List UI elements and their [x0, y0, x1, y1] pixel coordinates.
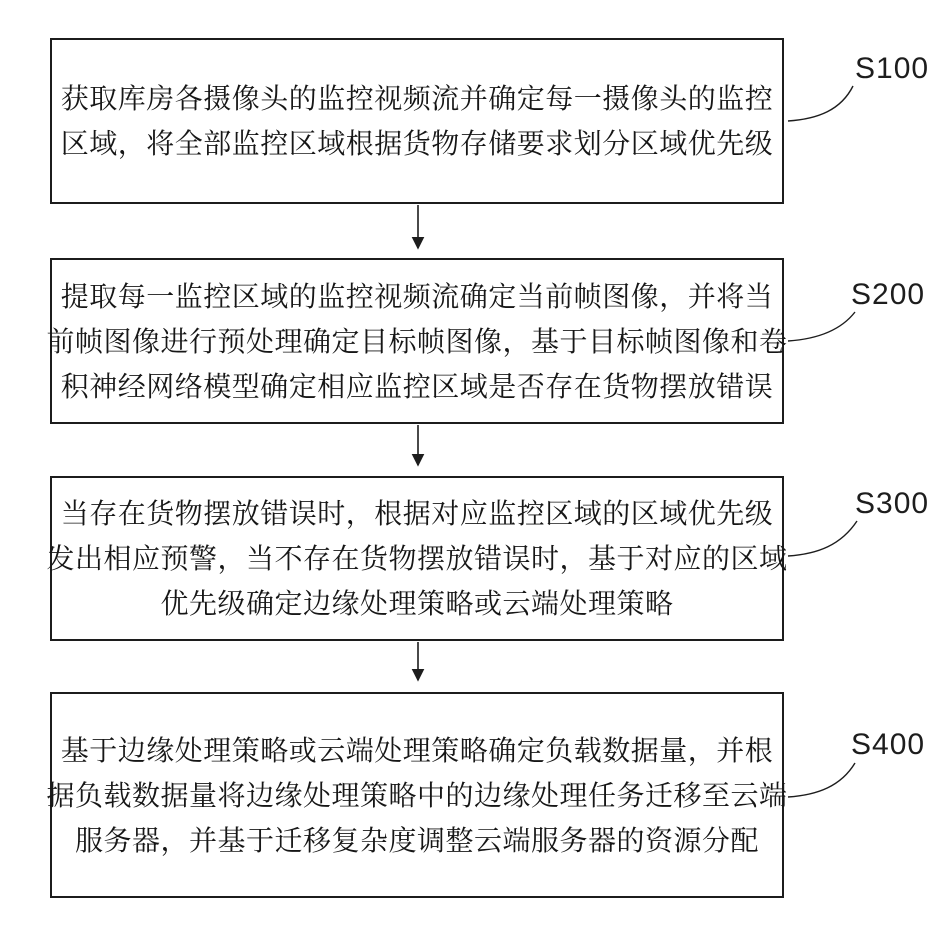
step3-text-line: 优先级确定边缘处理策略或云端处理策略: [160, 587, 674, 620]
step-label-s300: S300: [855, 487, 930, 520]
step4-text-line: 服务器，并基于迁移复杂度调整云端服务器的资源分配: [74, 823, 759, 857]
step3-text-line: 发出相应预警，当不存在货物摆放错误时，基于对应的区域: [46, 542, 788, 575]
step-label-s400: S400: [851, 728, 926, 761]
step2-text-line: 前帧图像进行预处理确定目标帧图像，基于目标帧图像和卷: [46, 324, 788, 358]
step4-text-line: 据负载数据量将边缘处理策略中的边缘处理任务迁移至云端: [46, 778, 788, 812]
step3-text-line: 当存在货物摆放错误时，根据对应监控区域的区域优先级: [60, 497, 774, 530]
step4-text-line: 基于边缘处理策略或云端处理策略确定负载数据量，并根: [60, 733, 774, 767]
flow-box-step1: [50, 38, 784, 204]
step2-text-line: 提取每一监控区域的监控视频流确定当前帧图像，并将当: [60, 279, 774, 313]
step-label-s200: S200: [851, 278, 926, 311]
step1-text-line: 区域，将全部监控区域根据货物存储要求划分区域优先级: [60, 127, 774, 160]
leader-line-s100: [788, 86, 853, 121]
step2-text-line: 积神经网络模型确定相应监控区域是否存在货物摆放错误: [60, 369, 774, 403]
leader-line-s400: [788, 763, 855, 797]
flow-box-step3: [46, 476, 788, 641]
leader-line-s300: [788, 521, 857, 556]
leader-line-s200: [788, 312, 855, 341]
step-label-s100: S100: [855, 52, 930, 85]
flow-box-step2: [46, 258, 788, 424]
flow-box-step4: [46, 692, 788, 898]
step1-text-line: 获取库房各摄像头的监控视频流并确定每一摄像头的监控: [60, 82, 774, 115]
